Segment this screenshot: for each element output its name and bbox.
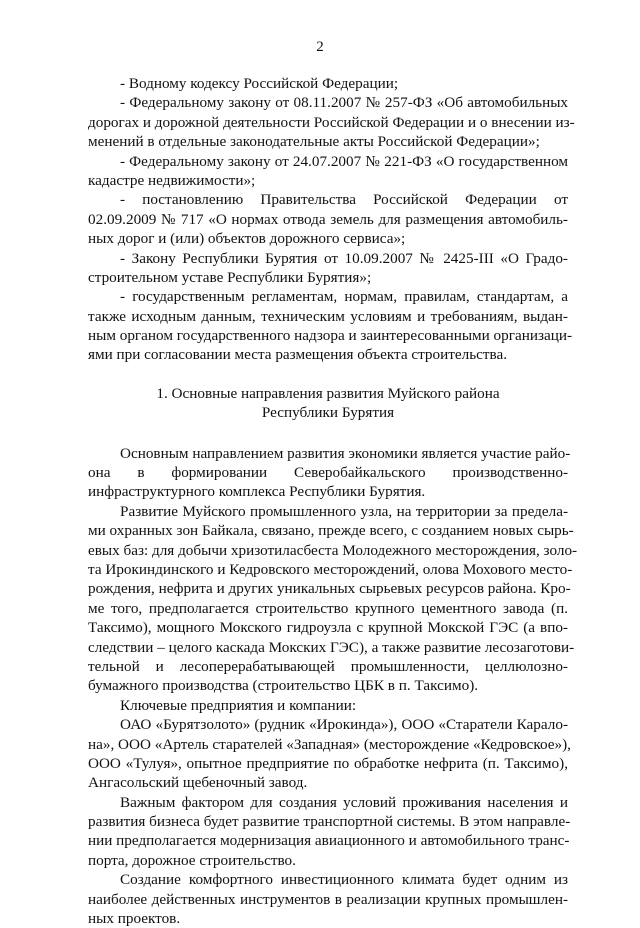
list-item [88,249,568,288]
text-line: Создание комфортного инвестиционного климата будет одним из [120,871,568,889]
section-heading-line: Республики Бурятия [261,404,395,422]
section-heading [88,384,568,423]
text-line: она в формировании Северобайкальского производственно- [88,464,568,482]
text-line: порта, дорожное строительство. [88,851,296,869]
page-number: 2 [316,39,324,55]
list-item [88,74,568,93]
text-line: кадастре недвижимости»; [88,171,256,189]
text-line: бумажного производства (строительство ЦБК в п. Таксимо). [88,677,479,695]
list-item [88,152,568,191]
text-line: - Федеральному закону от 08.11.2007 № 257-ФЗ «Об автомобильных [120,94,568,112]
text-line: - постановлению Правительства Российской Федерации от [120,191,568,209]
text-line: Таксимо), мощного Мокского гидроузла с крупной Мокской ГЭС (а впо- [88,619,568,637]
paragraph [88,870,568,928]
text-line: Важным фактором для создания условий проживания населения и [120,793,568,811]
text-line: ООО «Тулуя», опытное предприятие по обработке нефрита (п. Таксимо), [88,754,568,772]
text-line: рождения, нефрита и других уникальных сырьевых ресурсов района. Кро- [88,580,571,598]
text-line: ных дорог и (или) объектов дорожного сервиса»; [88,230,406,248]
paragraph [88,696,568,715]
list-item [88,190,568,248]
paragraph [88,502,578,696]
document-body [88,74,578,928]
text-line: та Ирокиндинского и Кедровского месторождений, олова Мохового место- [88,560,573,578]
text-line: Ангасольский щебеночный завод. [88,774,308,792]
paragraph [88,715,571,793]
text-line: ями при согласовании места размещения объекта строительства. [88,346,508,364]
section-heading-line: 1. Основные направления развития Муйского района [156,384,500,402]
text-line: - Закону Республики Бурятия от 10.09.2007 № 2425-III «О Градо- [120,249,568,267]
text-line: Развитие Муйского промышленного узла, на территории за предела- [120,502,568,520]
text-line: ОАО «Бурятзолото» (рудник «Ирокинда»), ООО «Старатели Карало- [120,716,568,734]
text-line: - Водному кодексу Российской Федерации; [120,75,399,92]
paragraph [88,444,571,502]
spacer [88,365,568,384]
text-line: также исходным данным, техническим условиям и требованиям, выдан- [88,307,568,325]
text-line: развития бизнеса будет развитие транспортной системы. В этом направле- [88,813,571,831]
text-line: следствии – целого каскада Мокских ГЭС), а также развитие лесозаготови- [88,638,575,656]
text-line: - Федеральному закону от 24.07.2007 № 221-ФЗ «О государственном [120,152,568,170]
text-line: инфраструктурного комплекса Республики Бурятия. [88,483,426,501]
text-line: нии предполагается модернизация авиационного и автомобильного транс- [88,832,570,850]
text-line: ным органом государственного надзора и заинтересованными организаци- [88,327,573,345]
text-line: Основным направлением развития экономики является участие райо- [120,444,571,462]
text-line: евых баз: для добычи хризотиласбеста Молодежного месторождения, золо- [88,541,578,559]
text-line: ных проектов. [88,910,181,928]
text-line: дорогах и дорожной деятельности Российской Федерации и о внесении из- [88,113,575,131]
text-line: строительном уставе Республики Бурятия»; [88,268,372,286]
text-line: Ключевые предприятия и компании: [120,696,357,714]
text-line: 02.09.2009 № 717 «О нормах отвода земель для размещения автомобиль- [88,210,568,228]
section-body [88,444,578,928]
spacer [88,423,568,444]
list-item [88,93,575,151]
text-line: наиболее действенных инструментов в реализации крупных промышлен- [88,890,568,908]
text-line: ме того, предполагается строительство крупного цементного завода (п. [88,599,568,617]
text-line: менений в отдельные законодательные акты Российской Федерации»; [88,133,540,151]
text-line: ми охранных зон Байкала, связано, прежде всего, с созданием новых сырь- [88,522,574,540]
paragraph [88,793,571,871]
text-line: на», ООО «Артель старателей «Западная» (месторождение «Кедровское»), [88,735,571,753]
legal-basis-list [88,74,575,365]
list-item [88,287,573,365]
text-line: - государственным регламентам, нормам, правилам, стандартам, а [120,288,568,306]
text-line: тельной и лесоперерабатывающей промышленности, целлюлозно- [88,657,568,675]
